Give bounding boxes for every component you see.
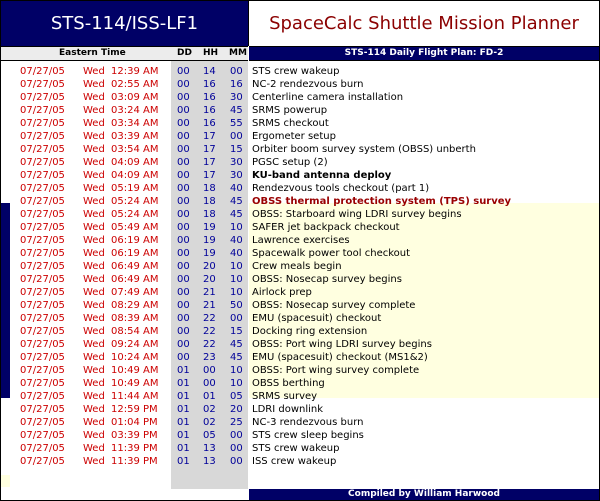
event-cell: OBSS: Starboard wing LDRI survey begins xyxy=(252,209,462,220)
day-cell: Wed xyxy=(83,378,105,389)
dd-cell: 00 xyxy=(177,183,190,194)
date-cell: 07/27/05 xyxy=(20,79,65,90)
time-cell: 10:49 AM xyxy=(111,365,159,376)
app-title: SpaceCalc Shuttle Mission Planner xyxy=(249,1,599,46)
time-cell: 12:39 AM xyxy=(111,66,159,77)
event-cell: KU-band antenna deploy xyxy=(252,170,392,181)
event-cell: SAFER jet backpack checkout xyxy=(252,222,400,233)
date-cell: 07/27/05 xyxy=(20,131,65,142)
event-cell: PGSC setup (2) xyxy=(252,157,328,168)
event-cell: EMU (spacesuit) checkout (MS1&2) xyxy=(252,352,428,363)
time-cell: 05:19 AM xyxy=(111,183,159,194)
day-cell: Wed xyxy=(83,443,105,454)
mm-cell: 45 xyxy=(230,196,243,207)
day-cell: Wed xyxy=(83,183,105,194)
hh-cell: 17 xyxy=(203,131,216,142)
mm-cell: 10 xyxy=(230,287,243,298)
date-cell: 07/27/05 xyxy=(20,183,65,194)
hh-cell: 22 xyxy=(203,339,216,350)
mm-cell: 25 xyxy=(230,417,243,428)
event-cell: SRMS powerup xyxy=(252,105,328,116)
time-cell: 04:09 AM xyxy=(111,157,159,168)
table-row xyxy=(1,221,599,234)
event-cell: Ergometer setup xyxy=(252,131,336,142)
table-row xyxy=(1,351,599,364)
day-cell: Wed xyxy=(83,365,105,376)
event-cell: STS crew wakeup xyxy=(252,443,340,454)
day-cell: Wed xyxy=(83,248,105,259)
mm-cell: 00 xyxy=(230,430,243,441)
event-cell: Docking ring extension xyxy=(252,326,368,337)
mm-cell: 55 xyxy=(230,118,243,129)
event-cell: OBSS thermal protection system (TPS) survey xyxy=(252,196,512,207)
event-cell: SRMS survey xyxy=(252,391,318,402)
mm-cell: 00 xyxy=(230,456,243,467)
event-cell: Crew meals begin xyxy=(252,261,342,272)
mm-cell: 20 xyxy=(230,404,243,415)
hh-cell: 20 xyxy=(203,274,216,285)
dd-cell: 00 xyxy=(177,157,190,168)
table-row xyxy=(1,299,599,312)
date-cell: 07/27/05 xyxy=(20,404,65,415)
table-row xyxy=(1,364,599,377)
table-row xyxy=(1,169,599,182)
date-cell: 07/27/05 xyxy=(20,378,65,389)
day-cell: Wed xyxy=(83,456,105,467)
day-cell: Wed xyxy=(83,157,105,168)
day-cell: Wed xyxy=(83,131,105,142)
day-cell: Wed xyxy=(83,352,105,363)
hh-cell: 05 xyxy=(203,430,216,441)
day-cell: Wed xyxy=(83,196,105,207)
table-row xyxy=(1,104,599,117)
day-cell: Wed xyxy=(83,404,105,415)
hh-header: HH xyxy=(203,48,219,58)
table-row xyxy=(1,208,599,221)
time-cell: 03:09 AM xyxy=(111,92,159,103)
hh-cell: 01 xyxy=(203,391,216,402)
time-cell: 03:39 PM xyxy=(111,430,158,441)
dd-cell: 00 xyxy=(177,248,190,259)
hh-cell: 16 xyxy=(203,79,216,90)
date-cell: 07/27/05 xyxy=(20,313,65,324)
date-cell: 07/27/05 xyxy=(20,391,65,402)
dd-cell: 01 xyxy=(177,456,190,467)
event-cell: STS crew wakeup xyxy=(252,66,340,77)
time-cell: 08:54 AM xyxy=(111,326,159,337)
day-cell: Wed xyxy=(83,235,105,246)
mm-cell: 10 xyxy=(230,261,243,272)
table-row xyxy=(1,325,599,338)
mm-cell: 50 xyxy=(230,300,243,311)
date-cell: 07/27/05 xyxy=(20,157,65,168)
hh-cell: 22 xyxy=(203,313,216,324)
event-cell: LDRI downlink xyxy=(252,404,324,415)
event-cell: SRMS checkout xyxy=(252,118,329,129)
dd-cell: 00 xyxy=(177,118,190,129)
table-row xyxy=(1,403,599,416)
date-cell: 07/27/05 xyxy=(20,170,65,181)
time-cell: 11:39 PM xyxy=(111,443,158,454)
event-cell: EMU (spacesuit) checkout xyxy=(252,313,382,324)
date-cell: 07/27/05 xyxy=(20,66,65,77)
day-cell: Wed xyxy=(83,261,105,272)
mm-cell: 40 xyxy=(230,235,243,246)
eastern-time-header: Eastern Time xyxy=(59,48,126,58)
day-cell: Wed xyxy=(83,118,105,129)
day-cell: Wed xyxy=(83,105,105,116)
time-cell: 12:59 PM xyxy=(111,404,158,415)
hh-cell: 02 xyxy=(203,404,216,415)
table-row xyxy=(1,273,599,286)
mm-cell: 30 xyxy=(230,157,243,168)
hh-cell: 21 xyxy=(203,300,216,311)
day-cell: Wed xyxy=(83,417,105,428)
mm-cell: 00 xyxy=(230,66,243,77)
date-cell: 07/27/05 xyxy=(20,248,65,259)
dd-cell: 00 xyxy=(177,235,190,246)
day-cell: Wed xyxy=(83,430,105,441)
dd-cell: 01 xyxy=(177,430,190,441)
mm-cell: 10 xyxy=(230,378,243,389)
hh-cell: 02 xyxy=(203,417,216,428)
dd-cell: 00 xyxy=(177,92,190,103)
time-cell: 08:29 AM xyxy=(111,300,159,311)
hh-cell: 13 xyxy=(203,456,216,467)
time-cell: 03:24 AM xyxy=(111,105,159,116)
table-row xyxy=(1,312,599,325)
mm-cell: 00 xyxy=(230,313,243,324)
time-cell: 06:19 AM xyxy=(111,235,159,246)
dd-cell: 01 xyxy=(177,417,190,428)
date-cell: 07/27/05 xyxy=(20,118,65,129)
date-cell: 07/27/05 xyxy=(20,105,65,116)
event-cell: OBSS: Nosecap survey complete xyxy=(252,300,416,311)
table-row xyxy=(1,91,599,104)
mm-cell: 05 xyxy=(230,391,243,402)
event-cell: OBSS: Port wing LDRI survey begins xyxy=(252,339,432,350)
mm-cell: 00 xyxy=(230,443,243,454)
table-row xyxy=(1,65,599,78)
table-row xyxy=(1,455,599,468)
dd-cell: 00 xyxy=(177,131,190,142)
day-cell: Wed xyxy=(83,144,105,155)
hh-cell: 17 xyxy=(203,170,216,181)
time-cell: 09:24 AM xyxy=(111,339,159,350)
dd-cell: 00 xyxy=(177,196,190,207)
table-row xyxy=(1,247,599,260)
mm-cell: 10 xyxy=(230,365,243,376)
day-cell: Wed xyxy=(83,209,105,220)
hh-cell: 19 xyxy=(203,248,216,259)
date-cell: 07/27/05 xyxy=(20,300,65,311)
hh-cell: 16 xyxy=(203,118,216,129)
table-row xyxy=(1,338,599,351)
hh-cell: 21 xyxy=(203,287,216,298)
date-cell: 07/27/05 xyxy=(20,235,65,246)
time-cell: 03:34 AM xyxy=(111,118,159,129)
dd-cell: 00 xyxy=(177,222,190,233)
time-cell: 08:39 AM xyxy=(111,313,159,324)
dd-cell: 00 xyxy=(177,66,190,77)
event-cell: Orbiter boom survey system (OBSS) unberth xyxy=(252,144,476,155)
event-cell: Centerline camera installation xyxy=(252,92,404,103)
dd-cell: 01 xyxy=(177,443,190,454)
event-cell: STS crew sleep begins xyxy=(252,430,364,441)
table-row xyxy=(1,286,599,299)
mission-title: STS-114/ISS-LF1 xyxy=(1,1,249,46)
day-cell: Wed xyxy=(83,287,105,298)
hh-cell: 23 xyxy=(203,352,216,363)
event-cell: NC-3 rendezvous burn xyxy=(252,417,364,428)
dd-header: DD xyxy=(177,48,192,58)
hh-cell: 14 xyxy=(203,66,216,77)
mm-cell: 30 xyxy=(230,170,243,181)
time-cell: 10:24 AM xyxy=(111,352,159,363)
dd-cell: 00 xyxy=(177,261,190,272)
date-cell: 07/27/05 xyxy=(20,417,65,428)
hh-cell: 13 xyxy=(203,443,216,454)
hh-cell: 17 xyxy=(203,144,216,155)
dd-cell: 00 xyxy=(177,300,190,311)
date-cell: 07/27/05 xyxy=(20,443,65,454)
hh-cell: 00 xyxy=(203,378,216,389)
hh-cell: 18 xyxy=(203,196,216,207)
mm-cell: 45 xyxy=(230,105,243,116)
time-cell: 10:49 AM xyxy=(111,378,159,389)
table-row xyxy=(1,156,599,169)
hh-cell: 20 xyxy=(203,261,216,272)
dd-cell: 00 xyxy=(177,339,190,350)
hh-cell: 19 xyxy=(203,222,216,233)
event-cell: ISS crew wakeup xyxy=(252,456,337,467)
day-cell: Wed xyxy=(83,300,105,311)
time-cell: 04:09 AM xyxy=(111,170,159,181)
date-cell: 07/27/05 xyxy=(20,209,65,220)
table-row xyxy=(1,130,599,143)
event-cell: Airlock prep xyxy=(252,287,312,298)
dd-cell: 00 xyxy=(177,144,190,155)
hh-cell: 18 xyxy=(203,209,216,220)
dd-cell: 01 xyxy=(177,404,190,415)
day-cell: Wed xyxy=(83,326,105,337)
day-cell: Wed xyxy=(83,313,105,324)
dd-cell: 00 xyxy=(177,105,190,116)
dd-cell: 00 xyxy=(177,209,190,220)
mm-header: MM xyxy=(229,48,247,58)
table-row xyxy=(1,416,599,429)
day-cell: Wed xyxy=(83,79,105,90)
date-cell: 07/27/05 xyxy=(20,365,65,376)
time-cell: 11:39 PM xyxy=(111,456,158,467)
event-cell: Rendezvous tools checkout (part 1) xyxy=(252,183,430,194)
table-row xyxy=(1,442,599,455)
date-cell: 07/27/05 xyxy=(20,456,65,467)
hh-cell: 00 xyxy=(203,365,216,376)
flight-plan-title: STS-114 Daily Flight Plan: FD-2 xyxy=(249,46,599,61)
time-cell: 06:19 AM xyxy=(111,248,159,259)
day-cell: Wed xyxy=(83,66,105,77)
date-cell: 07/27/05 xyxy=(20,326,65,337)
table-row xyxy=(1,143,599,156)
mm-cell: 16 xyxy=(230,79,243,90)
time-cell: 03:39 AM xyxy=(111,131,159,142)
date-cell: 07/27/05 xyxy=(20,222,65,233)
day-cell: Wed xyxy=(83,391,105,402)
footer-credit: Compiled by William Harwood xyxy=(249,489,599,500)
date-cell: 07/27/05 xyxy=(20,196,65,207)
table-row xyxy=(1,117,599,130)
column-header xyxy=(1,46,248,61)
day-cell: Wed xyxy=(83,170,105,181)
mm-cell: 30 xyxy=(230,92,243,103)
time-cell: 05:24 AM xyxy=(111,209,159,220)
dd-cell: 01 xyxy=(177,391,190,402)
dd-cell: 00 xyxy=(177,287,190,298)
time-cell: 03:54 AM xyxy=(111,144,159,155)
side-marker-bottom xyxy=(1,475,10,487)
hh-cell: 17 xyxy=(203,157,216,168)
time-cell: 05:24 AM xyxy=(111,196,159,207)
date-cell: 07/27/05 xyxy=(20,274,65,285)
event-cell: OBSS: Nosecap survey begins xyxy=(252,274,402,285)
day-cell: Wed xyxy=(83,92,105,103)
mm-cell: 15 xyxy=(230,326,243,337)
dd-cell: 01 xyxy=(177,378,190,389)
date-cell: 07/27/05 xyxy=(20,352,65,363)
date-cell: 07/27/05 xyxy=(20,430,65,441)
date-cell: 07/27/05 xyxy=(20,287,65,298)
event-cell: Spacewalk power tool checkout xyxy=(252,248,411,259)
day-cell: Wed xyxy=(83,339,105,350)
hh-cell: 16 xyxy=(203,105,216,116)
day-cell: Wed xyxy=(83,222,105,233)
table-row xyxy=(1,234,599,247)
mm-cell: 00 xyxy=(230,131,243,142)
day-cell: Wed xyxy=(83,274,105,285)
event-cell: OBSS berthing xyxy=(252,378,325,389)
table-row xyxy=(1,377,599,390)
mm-cell: 10 xyxy=(230,274,243,285)
dd-cell: 00 xyxy=(177,274,190,285)
time-cell: 06:49 AM xyxy=(111,261,159,272)
hh-cell: 19 xyxy=(203,235,216,246)
dd-cell: 00 xyxy=(177,326,190,337)
date-cell: 07/27/05 xyxy=(20,261,65,272)
mm-cell: 45 xyxy=(230,209,243,220)
time-cell: 11:44 AM xyxy=(111,391,159,402)
event-cell: Lawrence exercises xyxy=(252,235,350,246)
table-row xyxy=(1,429,599,442)
mm-cell: 45 xyxy=(230,352,243,363)
dd-cell: 00 xyxy=(177,79,190,90)
dd-cell: 00 xyxy=(177,170,190,181)
date-cell: 07/27/05 xyxy=(20,92,65,103)
hh-cell: 16 xyxy=(203,92,216,103)
flight-plan-table xyxy=(1,65,599,468)
mm-cell: 10 xyxy=(230,222,243,233)
mm-cell: 15 xyxy=(230,144,243,155)
time-cell: 02:55 AM xyxy=(111,79,159,90)
event-cell: NC-2 rendezvous burn xyxy=(252,79,364,90)
dd-cell: 00 xyxy=(177,352,190,363)
dd-cell: 00 xyxy=(177,313,190,324)
table-row xyxy=(1,260,599,273)
mm-cell: 45 xyxy=(230,339,243,350)
date-cell: 07/27/05 xyxy=(20,144,65,155)
table-row xyxy=(1,195,599,208)
time-cell: 07:49 AM xyxy=(111,287,159,298)
hh-cell: 18 xyxy=(203,183,216,194)
time-cell: 05:49 AM xyxy=(111,222,159,233)
mm-cell: 40 xyxy=(230,248,243,259)
table-row xyxy=(1,182,599,195)
time-cell: 01:04 PM xyxy=(111,417,158,428)
table-row xyxy=(1,78,599,91)
table-row xyxy=(1,390,599,403)
event-cell: OBSS: Port wing survey complete xyxy=(252,365,420,376)
mm-cell: 40 xyxy=(230,183,243,194)
date-cell: 07/27/05 xyxy=(20,339,65,350)
dd-cell: 01 xyxy=(177,365,190,376)
time-cell: 06:49 AM xyxy=(111,274,159,285)
hh-cell: 22 xyxy=(203,326,216,337)
